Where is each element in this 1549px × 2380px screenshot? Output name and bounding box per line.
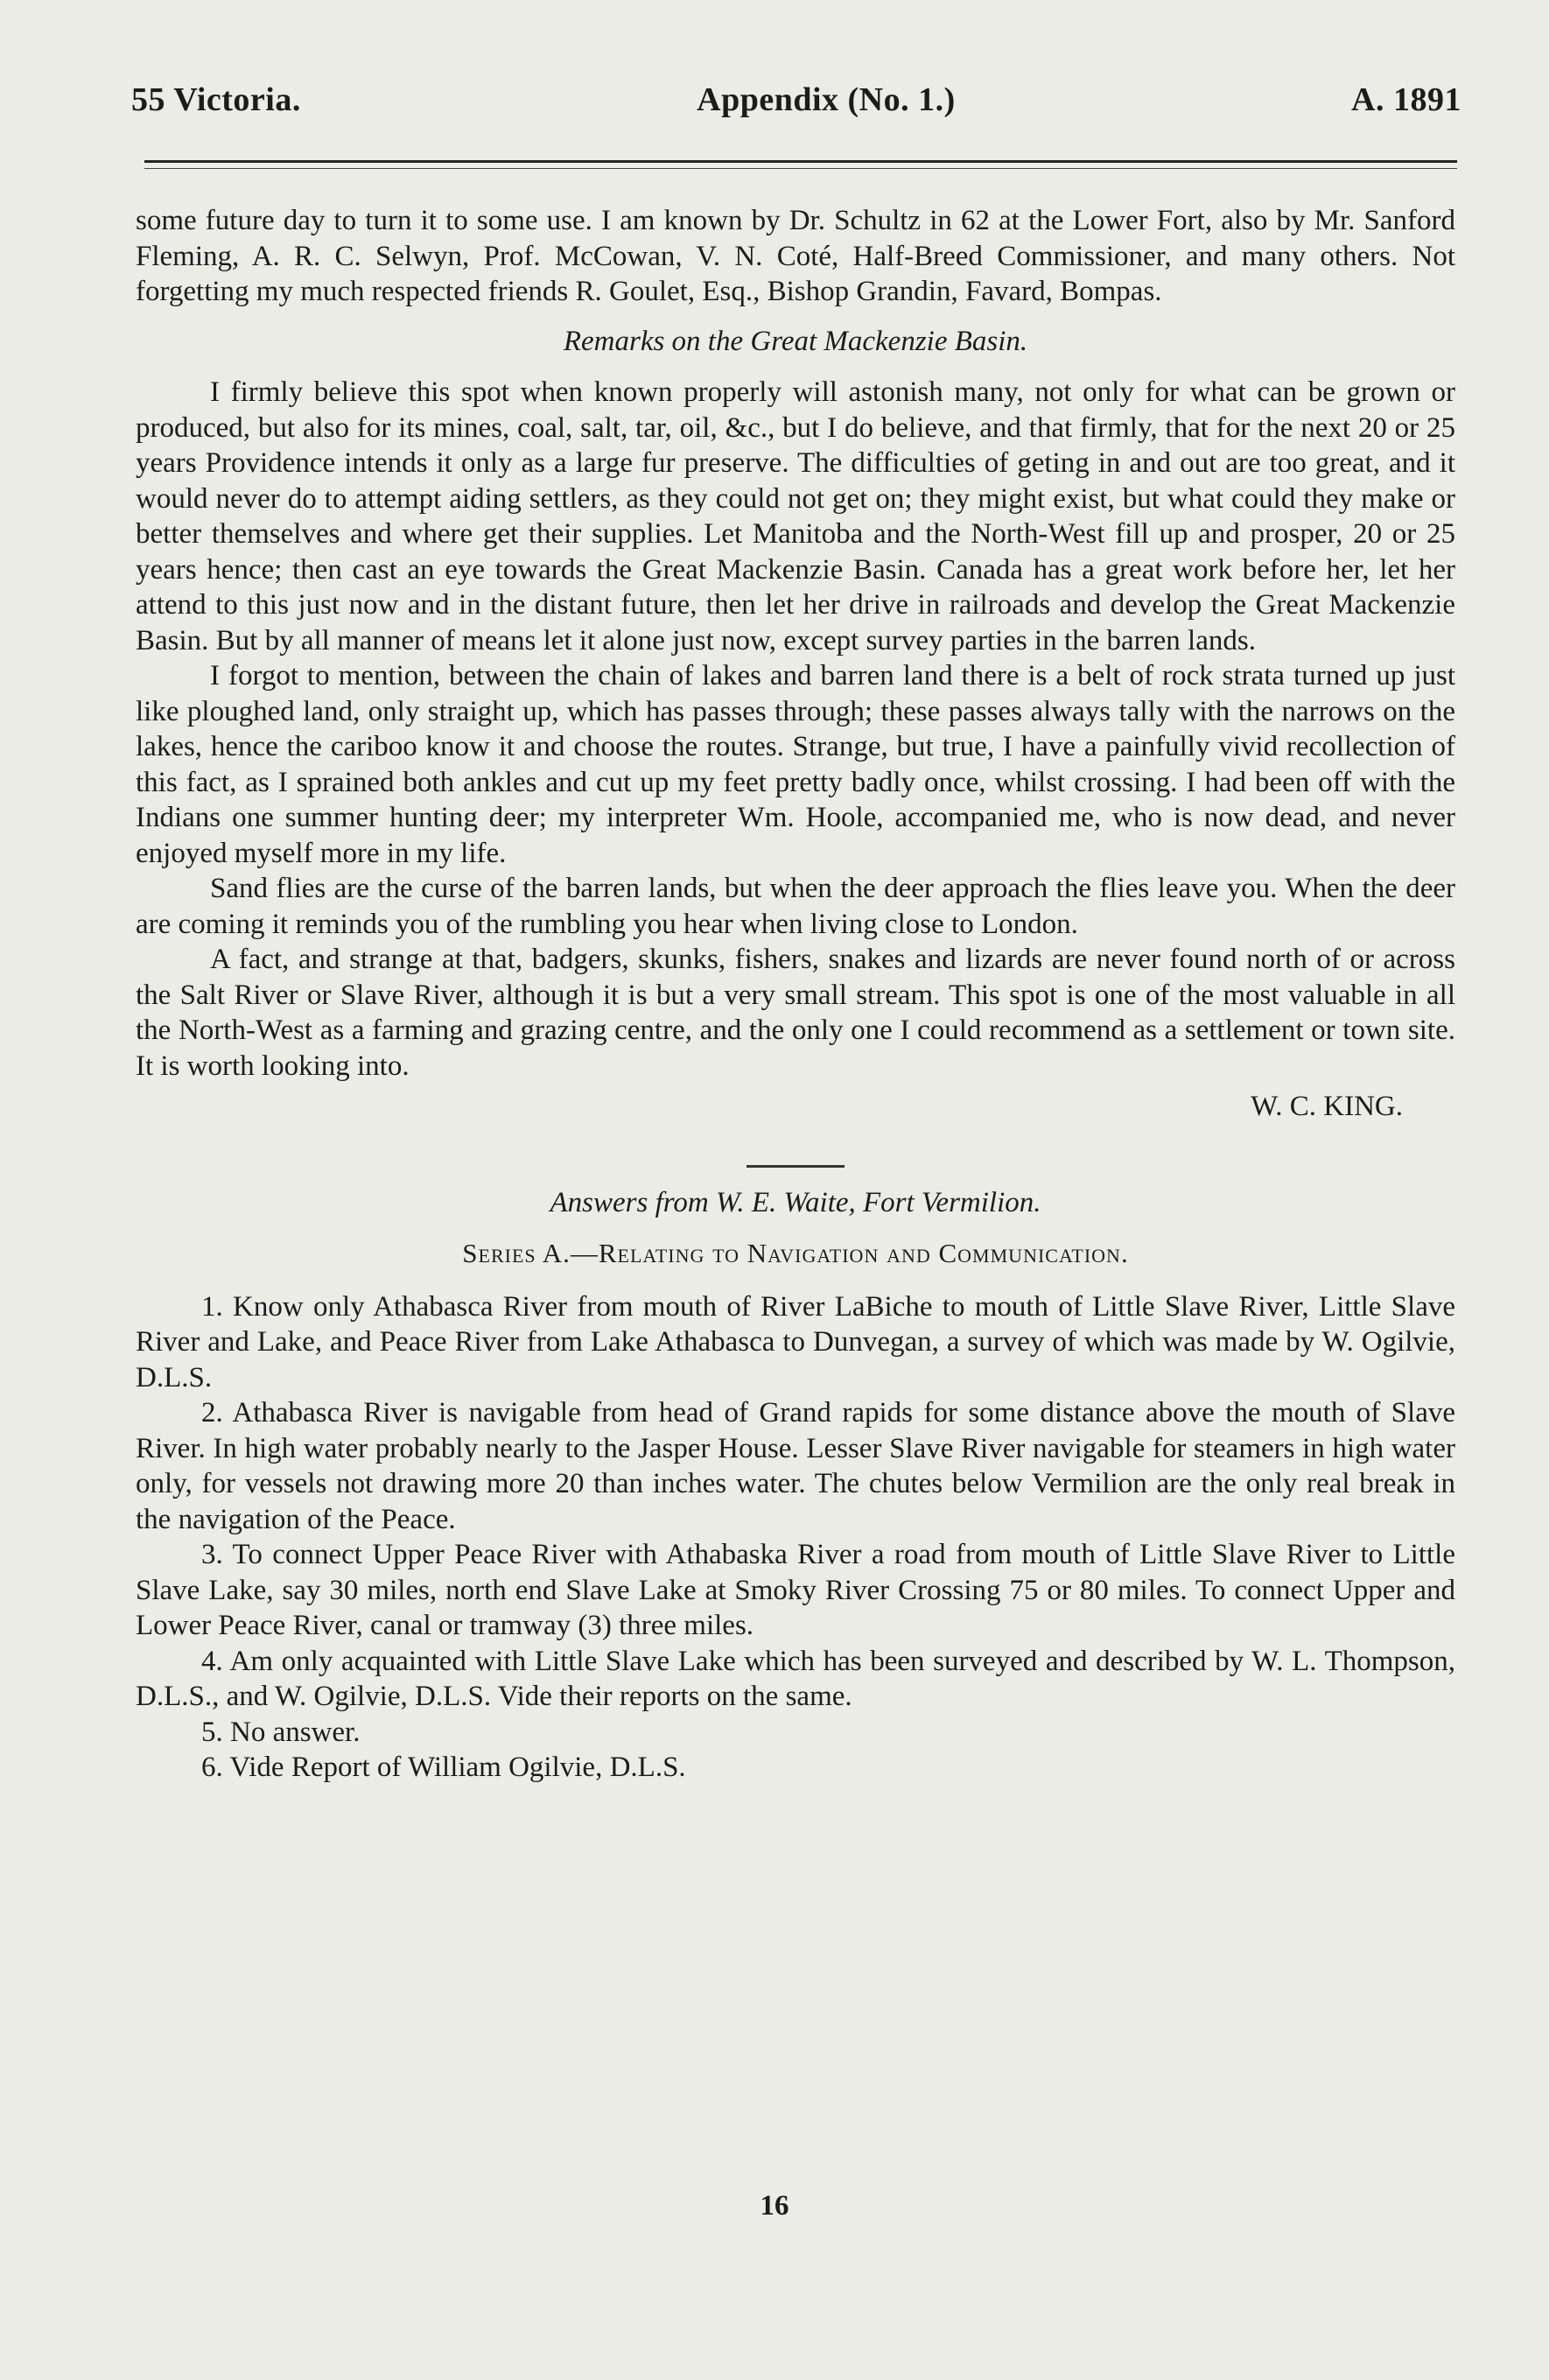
header-session: 55 Victoria. [131,81,301,118]
answer-item: 4. Am only acquainted with Little Slave Lake which has been surveyed and described by W. L. Thompson, D.L.S., and W. Ogilvie, D.L.S. Vide their reports on the same. [136,1645,1455,1712]
header-year: A. 1891 [1351,81,1461,118]
signature: W. C. KING. [1251,1091,1403,1122]
remarks-heading: Remarks on the Great Mackenzie Basin. [563,325,1028,357]
answer-item: 6. Vide Report of William Ogilvie, D.L.S. [201,1752,686,1783]
page-number: 16 [760,2190,789,2222]
remarks-paragraph: I forgot to mention, between the chain of lakes and barren land there is a belt of rock strata turned up just like ploughed land, only straight up, which has passes through; these passes always tally with the narrows on the lakes, hence the cariboo know it and choose the routes. Strange, but true, I have a painfully vivid recollection of this fact, as I sprained both ankles and cut up my feet pretty badly once, whilst crossing. I had been off with the Indians one summer hunting deer; my interpreter Wm. Hoole, accompanied me, who is now dead, and never enjoyed myself more in my life. [136,660,1455,869]
series-heading: Series A.—Relating to Navigation and Communication. [462,1238,1129,1268]
page-header [131,81,1461,119]
remarks-paragraph: I firmly believe this spot when known properly will astonish many, not only for what can be grown or produced, but also for its mines, coal, salt, tar, oil, &c., but I do believe, and that firmly, that for the next 20 or 25 years Providence intends it only as a large fur preserve. The difficulties of geting in and out are too great, and it would never do to attempt aiding settlers, as they could not get on; they might exist, but what could they make or better themselves and where get their supplies. Let Manitoba and the North-West fill up and prosper, 20 or 25 years hence; then cast an eye towards the Great Mackenzie Basin. Canada has a great work before her, let her attend to this just now and in the distant future, then let her drive in railroads and develop the Great Mackenzie Basin. But by all manner of means let it alone just now, except survey parties in the barren lands. [136,376,1455,656]
opening-paragraph: some future day to turn it to some use. I am known by Dr. Schultz in 62 at the Lower Fort, also by Mr. Sanford Fleming, A. R. C. Selwyn, Prof. McCowan, V. N. Coté, Half-Breed Commissioner, and many others. Not forgetting my much respected friends R. Goulet, Esq., Bishop Grandin, Favard, Bompas. [136,205,1455,307]
answer-item: 5. No answer. [201,1716,361,1748]
remarks-paragraph: Sand flies are the curse of the barren lands, but when the deer approach the flies leave you. When the deer are coming it reminds you of the rumbling you hear when living close to London. [136,873,1455,940]
body-text [136,203,1455,1786]
header-rule [144,160,1457,169]
answer-item: 1. Know only Athabasca River from mouth of River LaBiche to mouth of Little Slave River, Little Slave River and Lake, and Peace River from Lake Athabasca to Dunvegan, a survey of which was made by W. Ogilvie, D.L.S. [136,1290,1455,1394]
answer-item: 3. To connect Upper Peace River with Athabaska River a road from mouth of Little Slave River to Little Slave Lake, say 30 miles, north end Slave Lake at Smoky River Crossing 75 or 80 miles. To connect Upper and Lower Peace River, canal or tramway (3) three miles. [136,1539,1455,1641]
header-appendix: Appendix (No. 1.) [697,81,956,118]
answers-heading: Answers from W. E. Waite, Fort Vermilion. [550,1186,1041,1218]
section-divider [746,1165,845,1168]
remarks-paragraph: A fact, and strange at that, badgers, skunks, fishers, snakes and lizards are never found north of or across the Salt River or Slave River, although it is but a very small stream. This spot is one of the most valuable in all the North-West as a farming and grazing centre, and the only one I could recommend as a settlement or town site. It is worth looking into. [136,944,1455,1082]
answer-item: 2. Athabasca River is navigable from head of Grand rapids for some distance above the mouth of Slave River. In high water probably nearly to the Jasper House. Lesser Slave River navigable for steamers in high water only, for vessels not drawing more 20 than inches water. The chutes below Vermilion are the only real break in the navigation of the Peace. [136,1397,1455,1535]
